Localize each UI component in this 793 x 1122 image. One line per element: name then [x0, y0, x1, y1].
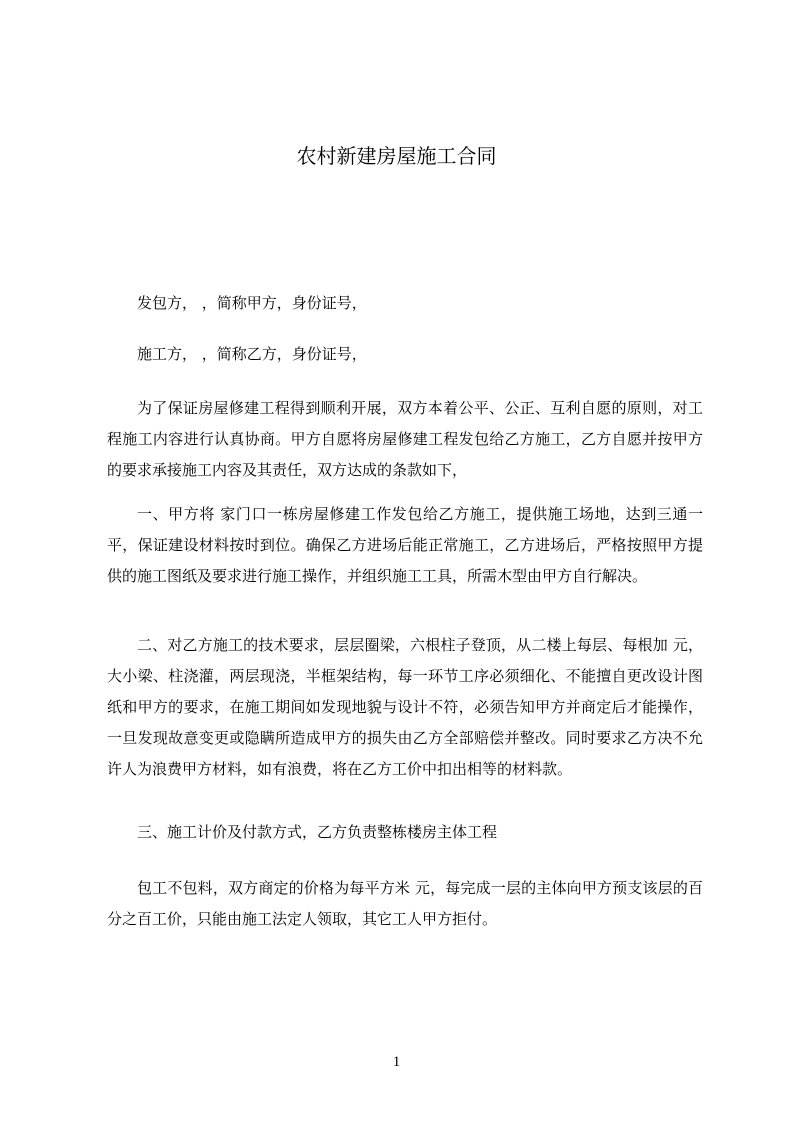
clause-1-paragraph: 一、甲方将 家门口一栋房屋修建工作发包给乙方施工，提供施工场地，达到三通一平，保证建设材料按时到位。确保乙方进场后能正常施工，乙方进场后，严格按照甲方提供的施工图纸及要求进行施工操作，并组织施工工具，所需木型由甲方自行解决。	[107, 505, 703, 585]
preamble-paragraph: 为了保证房屋修建工程得到顺利开展，双方本着公平、公正、互利自愿的原则，对工程施工内容进行认真协商。甲方自愿将房屋修建工程发包给乙方施工，乙方自愿并按甲方的要求承接施工内容及其责任，双方达成的条款如下，	[107, 399, 703, 479]
page-number: 1	[392, 1054, 401, 1070]
document-title: 农村新建房屋施工合同	[296, 144, 497, 168]
party-a-line: 发包方， ，简称甲方，身份证号，	[137, 294, 367, 312]
clause-3-heading: 三、施工计价及付款方式，乙方负责整栋楼房主体工程	[137, 823, 498, 841]
party-b-line: 施工方， ，简称乙方，身份证号，	[137, 345, 367, 363]
clause-2-paragraph: 二、对乙方施工的技术要求，层层圈梁，六根柱子登顶，从二楼上每层、每根加 元，大小梁、柱浇灌，两层现浇，半框架结构，每一环节工序必须细化、不能擅自更改设计图纸和甲方的要求，在施工期间如发现地貌与设计不符，必须告知甲方并商定后才能操作，一旦发现故意变更或隐瞒所造成甲方的损失由乙方全部赔偿并整改。同时要求乙方决不允许人为浪费甲方材料，如有浪费，将在乙方工价中扣出相等的材料款。	[107, 636, 703, 778]
payment-paragraph: 包工不包料，双方商定的价格为每平方米 元，每完成一层的主体向甲方预支该层的百分之百工价，只能由施工法定人领取，其它工人甲方拒付。	[107, 879, 703, 928]
